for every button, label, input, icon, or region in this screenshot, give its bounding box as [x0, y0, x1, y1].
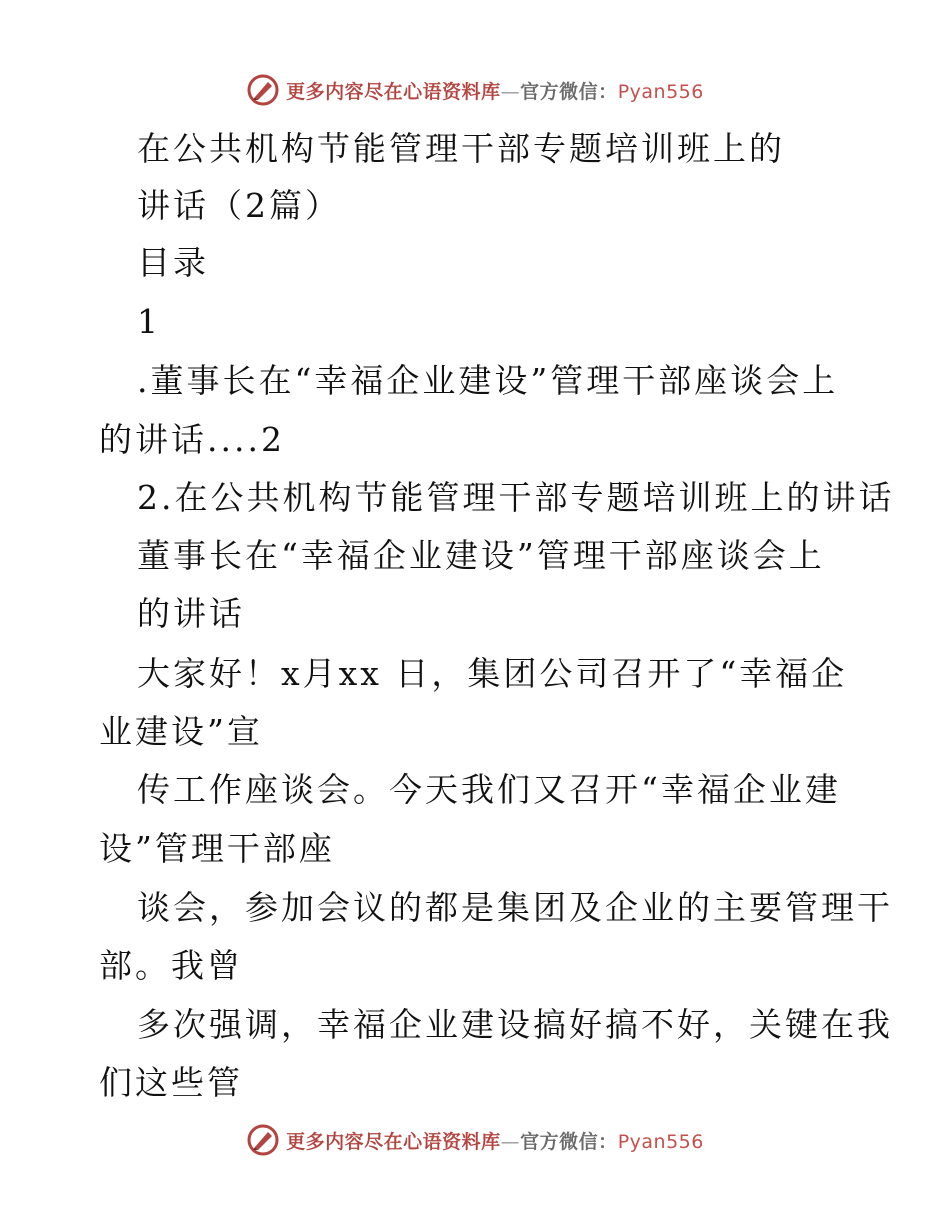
paragraph-line: 大家好！x月xx 日，集团公司召开了“幸福企: [137, 654, 848, 693]
doc-title-line-1: 在公共机构节能管理干部专题培训班上的: [137, 129, 785, 168]
watermark-text: [286, 77, 704, 104]
paragraph-line: 设”管理干部座: [99, 829, 335, 868]
watermark-separator: —: [500, 80, 521, 103]
toc-heading: 目录: [137, 243, 209, 282]
watermark-main-text: 更多内容尽在心语资料库: [286, 80, 501, 103]
pen-nib-logo-icon: [246, 1123, 280, 1157]
watermark-main-text: 更多内容尽在心语资料库: [286, 1130, 501, 1153]
paragraph-line: 传工作座谈会。今天我们又召开“幸福企业建: [137, 770, 841, 809]
watermark-separator: —: [500, 1130, 521, 1153]
pen-nib-logo-icon: [246, 73, 280, 107]
toc-item-2: 2.在公共机构节能管理干部专题培训班上的讲话: [137, 478, 895, 517]
paragraph-line: 们这些管: [99, 1063, 243, 1102]
toc-item-number: 1: [137, 302, 161, 341]
doc-title-line-2: 讲话（2篇）: [137, 186, 341, 225]
watermark-wechat-id: Pyan556: [617, 80, 704, 103]
paragraph-line: 业建设”宣: [99, 712, 263, 751]
watermark-text: [286, 1127, 704, 1154]
paragraph-line: 谈会，参加会议的都是集团及企业的主要管理干: [137, 888, 893, 927]
section-title-line-2: 的讲话: [137, 594, 245, 633]
header-watermark: [0, 70, 950, 110]
paragraph-line: 部。我曾: [99, 946, 243, 985]
watermark-wechat-label: 官方微信：: [520, 80, 618, 103]
watermark-wechat-label: 官方微信：: [520, 1130, 618, 1153]
section-title-line-1: 董事长在“幸福企业建设”管理干部座谈会上: [137, 536, 825, 575]
toc-item-1-continued: 的讲话....2: [99, 420, 285, 459]
footer-watermark: [0, 1120, 950, 1160]
paragraph-line: 多次强调，幸福企业建设搞好搞不好，关键在我: [137, 1005, 893, 1044]
watermark-wechat-id: Pyan556: [617, 1130, 704, 1153]
toc-item-1: .董事长在“幸福企业建设”管理干部座谈会上: [137, 361, 839, 400]
